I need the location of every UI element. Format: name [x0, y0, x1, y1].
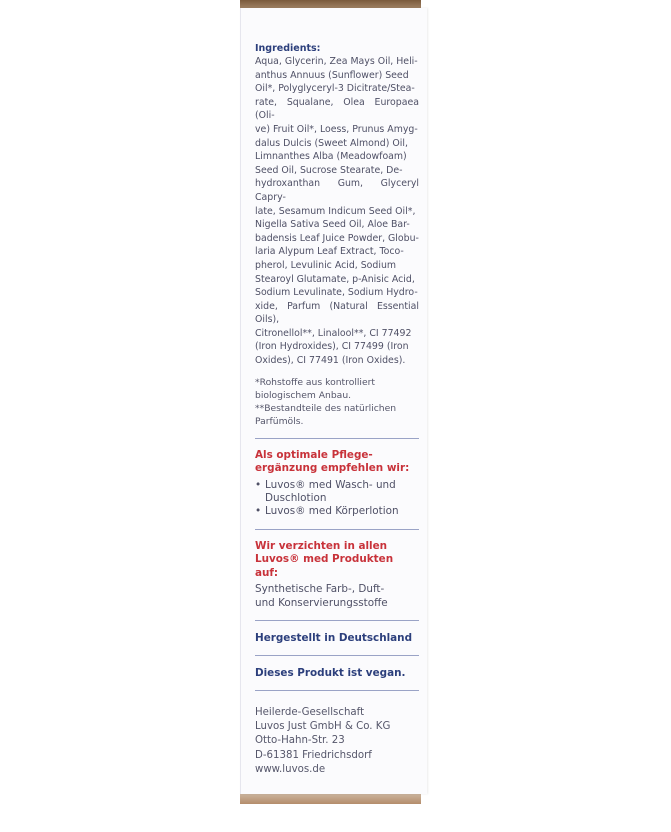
- ingredients-line: Limnanthes Alba (Meadowfoam): [255, 151, 407, 163]
- ingredients-line: Aqua, Glycerin, Zea Mays Oil, Heli-: [255, 56, 418, 67]
- list-item-line: Luvos® med Wasch- und: [265, 478, 396, 491]
- divider: [255, 438, 419, 439]
- list-item-line: Duschlotion: [265, 492, 327, 505]
- recommendation-heading: [255, 449, 419, 476]
- ingredients-line: rate, Squalane, Olea Europaea (Oli-: [255, 96, 419, 122]
- bullet-icon: •: [255, 505, 262, 518]
- footnote-line: Parfümöls.: [255, 415, 304, 427]
- ingredients-line: Stearoyl Glutamate, p-Anisic Acid,: [255, 273, 415, 285]
- list-item: [255, 505, 419, 518]
- ingredients-line: Sodium Levulinate, Sodium Hydro-: [255, 287, 418, 299]
- ingredients-line: late, Sesamum Indicum Seed Oil*,: [255, 205, 416, 217]
- manufacturer-address: [255, 706, 419, 777]
- ingredients-line: anthus Annuus (Sunflower) Seed: [255, 69, 409, 81]
- footnote-line: *Rohstoffe aus kontrolliert: [255, 376, 376, 388]
- footnotes: [255, 376, 419, 428]
- ingredients-line: hydroxanthan Gum, Glyceryl Capry-: [255, 178, 419, 203]
- made-in-label: Hergestellt in Deutschland: [255, 632, 413, 645]
- ingredients-line: pherol, Levulinic Acid, Sodium: [255, 259, 397, 271]
- avoid-heading-line: Luvos® med Produkten auf:: [255, 553, 394, 579]
- address-line: D-61381 Friedrichsdorf: [255, 749, 372, 761]
- ingredients-line: ve) Fruit Oil*, Loess, Prunus Amyg-: [255, 123, 418, 135]
- divider: [255, 620, 419, 621]
- ingredients-line: Oxides), CI 77491 (Iron Oxides).: [255, 355, 406, 367]
- ingredients-line: (Iron Hydroxides), CI 77499 (Iron: [255, 341, 409, 353]
- list-item-line: Luvos® med Körperlotion: [265, 505, 399, 518]
- package-side-panel: [240, 8, 427, 794]
- ingredients-line: dalus Dulcis (Sweet Almond) Oil,: [255, 137, 408, 149]
- avoid-heading-line: Wir verzichten in allen: [255, 539, 388, 552]
- recommendation-heading-line: Als optimale Pflege-: [255, 448, 373, 461]
- avoid-text: [255, 583, 419, 610]
- ingredients-list: [255, 55, 419, 368]
- avoid-text-line: Synthetische Farb-, Duft-: [255, 583, 385, 596]
- ingredients-line: Citronellol**, Linalool**, CI 77492: [255, 327, 412, 339]
- ingredients-line: Seed Oil, Sucrose Stearate, De-: [255, 164, 403, 176]
- footnote-line: **Bestandteile des natürlichen: [255, 402, 397, 414]
- recommendation-heading-line: ergänzung empfehlen wir:: [255, 462, 410, 475]
- address-line: Luvos Just GmbH & Co. KG: [255, 721, 391, 733]
- website-link: www.luvos.de: [255, 763, 326, 775]
- bullet-icon: •: [255, 478, 262, 491]
- recommendation-list: [255, 479, 419, 519]
- ingredients-line: laria Alypum Leaf Extract, Toco-: [255, 246, 404, 258]
- panel-content: [255, 42, 419, 701]
- address-line: Otto-Hahn-Str. 23: [255, 735, 345, 747]
- divider: [255, 690, 419, 691]
- ingredients-line: Oil*, Polyglyceryl-3 Dicitrate/Stea-: [255, 83, 415, 95]
- divider: [255, 655, 419, 656]
- avoid-heading: [255, 540, 419, 581]
- divider: [255, 529, 419, 530]
- address-line: Heilerde-Gesellschaft: [255, 707, 365, 718]
- ingredients-line: badensis Leaf Juice Powder, Globu-: [255, 232, 419, 244]
- footnote-line: biologischem Anbau.: [255, 389, 352, 401]
- list-item: [255, 479, 419, 506]
- vegan-label: Dieses Produkt ist vegan.: [255, 667, 406, 680]
- ingredients-line: Nigella Sativa Seed Oil, Aloe Bar-: [255, 219, 410, 231]
- ingredients-line: xide, Parfum (Natural Essential Oils),: [255, 300, 419, 326]
- ingredients-heading: Ingredients:: [255, 43, 321, 54]
- avoid-text-line: und Konservierungsstoffe: [255, 596, 388, 609]
